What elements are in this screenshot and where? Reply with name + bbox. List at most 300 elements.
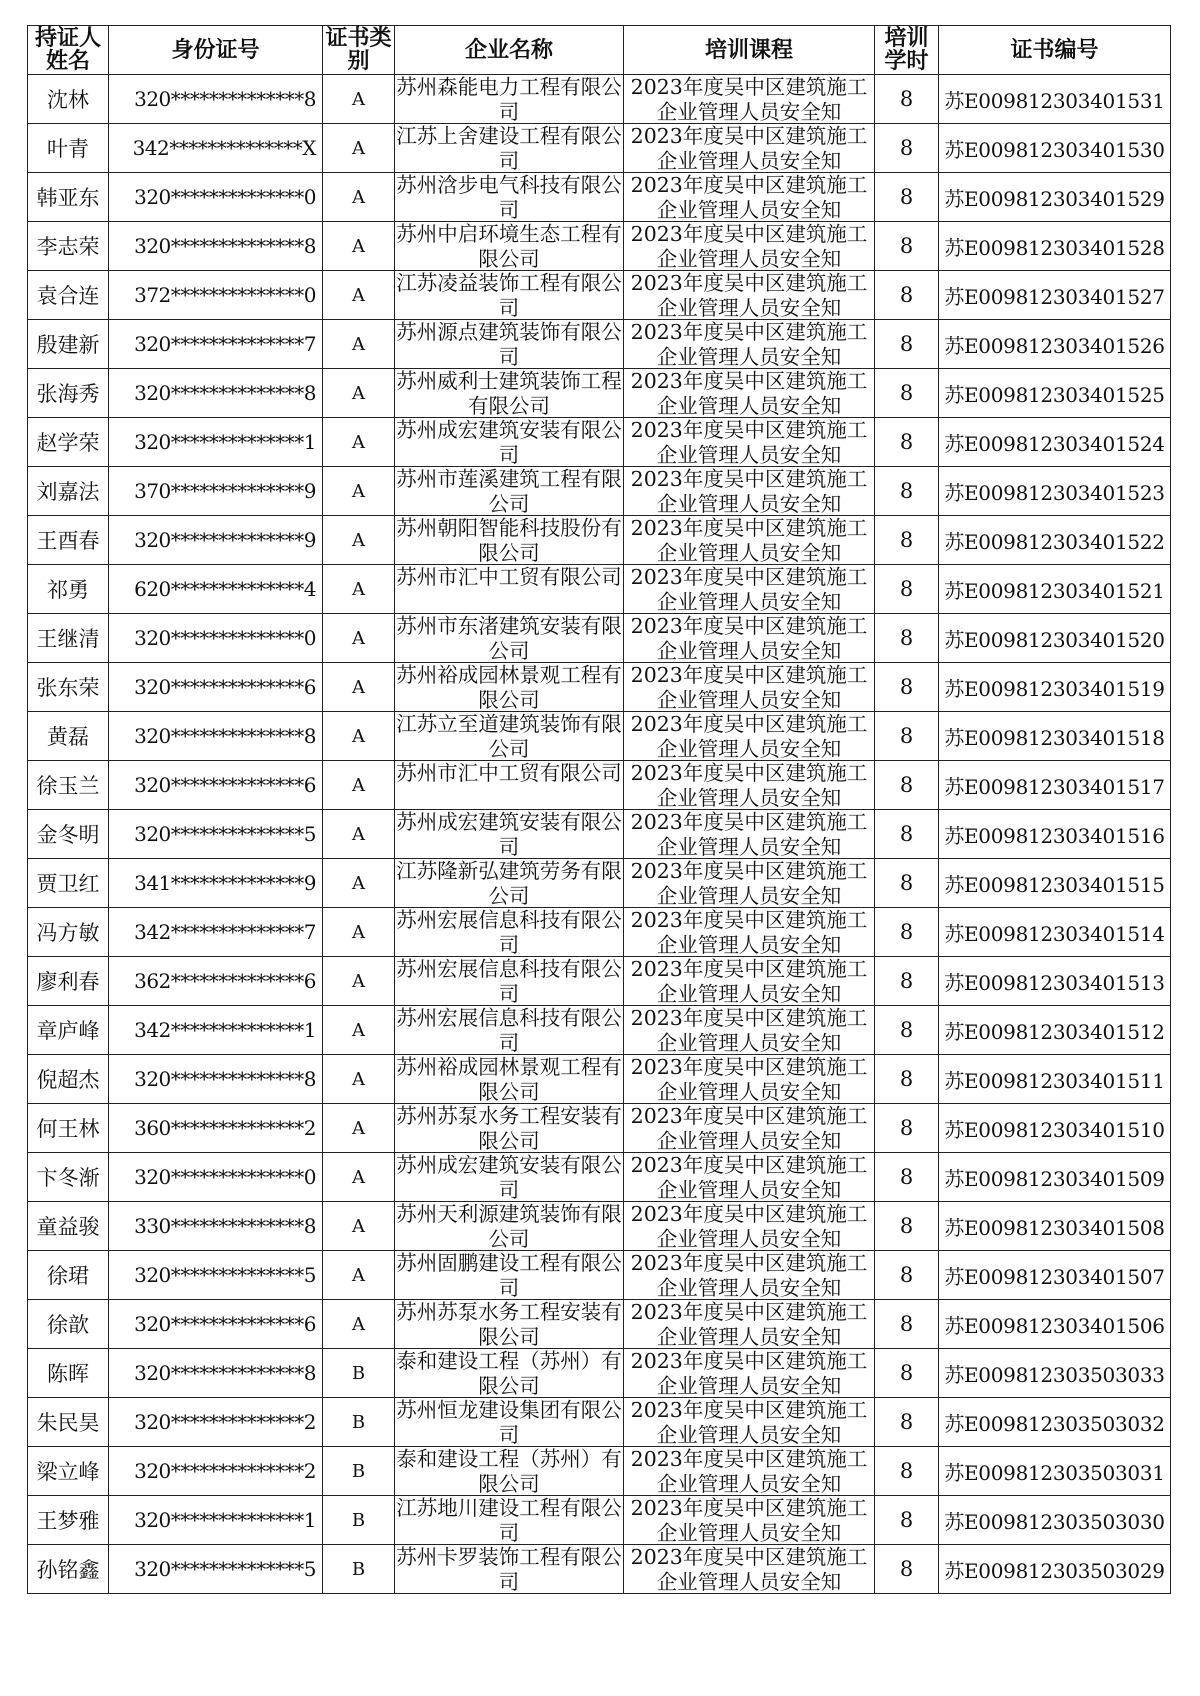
course-cell: 2023年度吴中区建筑施工企业管理人员安全知 [630,222,868,270]
certificate-table-page [27,25,1170,1594]
cert-number-cell: 苏E009812303401523 [939,467,1171,516]
company-cell: 苏州成宏建筑安装有限公司 [396,418,622,466]
id-number-cell: 320**************0 [109,614,323,663]
course-cell: 2023年度吴中区建筑施工企业管理人员安全知 [630,173,868,221]
cert-number-cell: 苏E009812303401521 [939,565,1171,614]
cert-number-cell: 苏E009812303401513 [939,957,1171,1006]
course-cell: 2023年度吴中区建筑施工企业管理人员安全知 [630,761,868,809]
company-cell: 江苏隆新弘建筑劳务有限公司 [396,859,622,907]
company-cell-wrap [395,369,624,418]
company-cell: 苏州宏展信息科技有限公司 [396,957,622,1005]
cert-type-cell: B [323,1447,395,1496]
cert-type-cell: A [323,320,395,369]
hours-cell: 8 [875,1545,939,1594]
course-cell: 2023年度吴中区建筑施工企业管理人员安全知 [630,1545,868,1593]
course-cell-wrap [624,271,875,320]
course-cell: 2023年度吴中区建筑施工企业管理人员安全知 [630,516,868,564]
course-cell-wrap [624,467,875,516]
holder-name-cell: 李志荣 [28,222,109,271]
cert-type-cell: A [323,1006,395,1055]
course-cell: 2023年度吴中区建筑施工企业管理人员安全知 [630,565,868,613]
header-company: 企业名称 [395,26,624,75]
holder-name-cell: 张海秀 [28,369,109,418]
course-cell: 2023年度吴中区建筑施工企业管理人员安全知 [630,75,868,123]
cert-number-cell: 苏E009812303503032 [939,1398,1171,1447]
cert-number-cell: 苏E009812303401506 [939,1300,1171,1349]
holder-name-cell: 王梦雅 [28,1496,109,1545]
company-cell: 苏州宏展信息科技有限公司 [396,1006,622,1054]
cert-type-cell: A [323,810,395,859]
hours-cell: 8 [875,1349,939,1398]
cert-number-cell: 苏E009812303401517 [939,761,1171,810]
cert-number-cell: 苏E009812303401526 [939,320,1171,369]
holder-name-cell: 祁勇 [28,565,109,614]
cert-type-cell: A [323,173,395,222]
holder-name-cell: 孙铭鑫 [28,1545,109,1594]
holder-name-cell: 徐珺 [28,1251,109,1300]
cert-number-cell: 苏E009812303401528 [939,222,1171,271]
id-number-cell: 341**************9 [109,859,323,908]
holder-name-cell: 徐歆 [28,1300,109,1349]
table-row [28,124,1171,173]
course-cell-wrap [624,663,875,712]
table-row [28,1300,1171,1349]
table-body [28,75,1171,1594]
company-cell: 苏州朝阳智能科技股份有限公司 [396,516,622,564]
table-row [28,663,1171,712]
company-cell-wrap [395,1300,624,1349]
cert-type-cell: A [323,222,395,271]
hours-cell: 8 [875,957,939,1006]
cert-number-cell: 苏E009812303401508 [939,1202,1171,1251]
cert-type-cell: A [323,1055,395,1104]
id-number-cell: 320**************0 [109,173,323,222]
table-row [28,369,1171,418]
company-cell: 江苏上舍建设工程有限公司 [396,124,622,172]
table-row [28,1398,1171,1447]
cert-number-cell: 苏E009812303401527 [939,271,1171,320]
table-row [28,1055,1171,1104]
company-cell-wrap [395,1104,624,1153]
cert-type-cell: A [323,516,395,565]
table-row [28,1447,1171,1496]
cert-number-cell: 苏E009812303401512 [939,1006,1171,1055]
id-number-cell: 342**************1 [109,1006,323,1055]
course-cell-wrap [624,1251,875,1300]
company-cell-wrap [395,467,624,516]
cert-type-cell: A [323,369,395,418]
id-number-cell: 320**************6 [109,761,323,810]
id-number-cell: 342**************X [109,124,323,173]
company-cell-wrap [395,614,624,663]
company-cell-wrap [395,75,624,124]
table-row [28,222,1171,271]
cert-number-cell: 苏E009812303503031 [939,1447,1171,1496]
company-cell: 苏州恒龙建设集团有限公司 [396,1398,622,1446]
table-row [28,859,1171,908]
hours-cell: 8 [875,1398,939,1447]
holder-name-cell: 王继清 [28,614,109,663]
holder-name-cell: 殷建新 [28,320,109,369]
company-cell: 苏州浛步电气科技有限公司 [396,173,622,221]
hours-cell: 8 [875,565,939,614]
company-cell: 苏州卡罗装饰工程有限公司 [396,1545,622,1593]
table-row [28,75,1171,124]
company-cell: 苏州森能电力工程有限公司 [396,75,622,123]
course-cell-wrap [624,1398,875,1447]
id-number-cell: 320**************2 [109,1398,323,1447]
id-number-cell: 320**************6 [109,663,323,712]
course-cell: 2023年度吴中区建筑施工企业管理人员安全知 [630,271,868,319]
hours-cell: 8 [875,712,939,761]
hours-cell: 8 [875,173,939,222]
company-cell: 苏州固鹏建设工程有限公司 [396,1251,622,1299]
hours-cell: 8 [875,761,939,810]
id-number-cell: 320**************1 [109,1496,323,1545]
hours-cell: 8 [875,1153,939,1202]
cert-type-cell: A [323,1202,395,1251]
table-row [28,418,1171,467]
cert-type-cell: A [323,957,395,1006]
cert-type-cell: B [323,1496,395,1545]
holder-name-cell: 赵学荣 [28,418,109,467]
course-cell-wrap [624,957,875,1006]
id-number-cell: 320**************8 [109,1055,323,1104]
company-cell: 苏州市汇中工贸有限公司 [396,761,622,785]
company-cell-wrap [395,712,624,761]
company-cell-wrap [395,320,624,369]
company-cell: 苏州苏泵水务工程安装有限公司 [396,1300,622,1348]
cert-number-cell: 苏E009812303401510 [939,1104,1171,1153]
course-cell-wrap [624,222,875,271]
company-cell: 泰和建设工程（苏州）有限公司 [396,1349,622,1397]
course-cell: 2023年度吴中区建筑施工企业管理人员安全知 [630,1496,868,1544]
cert-type-cell: B [323,1349,395,1398]
id-number-cell: 320**************8 [109,1349,323,1398]
company-cell-wrap [395,1447,624,1496]
cert-number-cell: 苏E009812303401507 [939,1251,1171,1300]
cert-number-cell: 苏E009812303503030 [939,1496,1171,1545]
course-cell-wrap [624,614,875,663]
course-cell-wrap [624,1349,875,1398]
cert-type-cell: A [323,1104,395,1153]
id-number-cell: 320**************7 [109,320,323,369]
company-cell: 苏州成宏建筑安装有限公司 [396,1153,622,1201]
course-cell-wrap [624,565,875,614]
hours-cell: 8 [875,1104,939,1153]
course-cell-wrap [624,1496,875,1545]
course-cell: 2023年度吴中区建筑施工企业管理人员安全知 [630,1447,868,1495]
cert-number-cell: 苏E009812303401511 [939,1055,1171,1104]
course-cell-wrap [624,124,875,173]
course-cell-wrap [624,810,875,859]
id-number-cell: 320**************8 [109,369,323,418]
hours-cell: 8 [875,222,939,271]
id-number-cell: 320**************6 [109,1300,323,1349]
company-cell: 苏州成宏建筑安装有限公司 [396,810,622,858]
cert-type-cell: A [323,418,395,467]
id-number-cell: 320**************5 [109,810,323,859]
id-number-cell: 320**************2 [109,1447,323,1496]
hours-cell: 8 [875,418,939,467]
company-cell-wrap [395,418,624,467]
id-number-cell: 372**************0 [109,271,323,320]
table-row [28,761,1171,810]
holder-name-cell: 金冬明 [28,810,109,859]
header-id-number: 身份证号 [109,26,323,75]
company-cell: 苏州市汇中工贸有限公司 [396,565,622,589]
company-cell-wrap [395,173,624,222]
holder-name-cell: 廖利春 [28,957,109,1006]
company-cell-wrap [395,761,624,810]
course-cell: 2023年度吴中区建筑施工企业管理人员安全知 [630,908,868,956]
table-row [28,1251,1171,1300]
holder-name-cell: 袁合连 [28,271,109,320]
company-cell-wrap [395,908,624,957]
table-row [28,565,1171,614]
id-number-cell: 320**************8 [109,712,323,761]
course-cell: 2023年度吴中区建筑施工企业管理人员安全知 [630,712,868,760]
cert-number-cell: 苏E009812303401519 [939,663,1171,712]
holder-name-cell: 何王林 [28,1104,109,1153]
id-number-cell: 370**************9 [109,467,323,516]
cert-number-cell: 苏E009812303401509 [939,1153,1171,1202]
hours-cell: 8 [875,1300,939,1349]
company-cell-wrap [395,1202,624,1251]
holder-name-cell: 陈晖 [28,1349,109,1398]
hours-cell: 8 [875,320,939,369]
table-row [28,516,1171,565]
company-cell-wrap [395,1055,624,1104]
course-cell: 2023年度吴中区建筑施工企业管理人员安全知 [630,1349,868,1397]
holder-name-cell: 徐玉兰 [28,761,109,810]
cert-number-cell: 苏E009812303401514 [939,908,1171,957]
hours-cell: 8 [875,1055,939,1104]
course-cell: 2023年度吴中区建筑施工企业管理人员安全知 [630,1006,868,1054]
course-cell-wrap [624,320,875,369]
cert-type-cell: A [323,1300,395,1349]
table-row [28,467,1171,516]
cert-type-cell: A [323,271,395,320]
cert-type-cell: A [323,614,395,663]
holder-name-cell: 倪超杰 [28,1055,109,1104]
company-cell: 苏州源点建筑装饰有限公司 [396,320,622,368]
company-cell: 江苏凌益装饰工程有限公司 [396,271,622,319]
table-row [28,614,1171,663]
header-cert-type: 证书类别 [323,26,395,75]
cert-number-cell: 苏E009812303401516 [939,810,1171,859]
certificate-table [27,25,1171,1594]
course-cell-wrap [624,1202,875,1251]
company-cell-wrap [395,1349,624,1398]
hours-cell: 8 [875,1006,939,1055]
company-cell-wrap [395,1153,624,1202]
company-cell-wrap [395,859,624,908]
hours-cell: 8 [875,124,939,173]
company-cell: 苏州宏展信息科技有限公司 [396,908,622,956]
cert-type-cell: A [323,712,395,761]
table-row [28,1349,1171,1398]
course-cell-wrap [624,1447,875,1496]
company-cell-wrap [395,810,624,859]
hours-cell: 8 [875,516,939,565]
holder-name-cell: 沈林 [28,75,109,124]
hours-cell: 8 [875,1202,939,1251]
cert-number-cell: 苏E009812303503033 [939,1349,1171,1398]
company-cell-wrap [395,957,624,1006]
cert-type-cell: A [323,859,395,908]
course-cell: 2023年度吴中区建筑施工企业管理人员安全知 [630,1202,868,1250]
table-row [28,271,1171,320]
cert-type-cell: A [323,908,395,957]
course-cell: 2023年度吴中区建筑施工企业管理人员安全知 [630,859,868,907]
hours-cell: 8 [875,1447,939,1496]
id-number-cell: 360**************2 [109,1104,323,1153]
holder-name-cell: 梁立峰 [28,1447,109,1496]
id-number-cell: 320**************8 [109,75,323,124]
id-number-cell: 320**************5 [109,1251,323,1300]
id-number-cell: 320**************0 [109,1153,323,1202]
company-cell-wrap [395,516,624,565]
hours-cell: 8 [875,908,939,957]
holder-name-cell: 刘嘉法 [28,467,109,516]
course-cell: 2023年度吴中区建筑施工企业管理人员安全知 [630,369,868,417]
company-cell-wrap [395,565,624,614]
cert-type-cell: A [323,124,395,173]
table-header-row [28,26,1171,75]
cert-type-cell: A [323,1251,395,1300]
id-number-cell: 320**************9 [109,516,323,565]
header-holder-name: 持证人姓名 [28,26,109,75]
id-number-cell: 320**************5 [109,1545,323,1594]
course-cell: 2023年度吴中区建筑施工企业管理人员安全知 [630,1055,868,1103]
course-cell: 2023年度吴中区建筑施工企业管理人员安全知 [630,663,868,711]
company-cell-wrap [395,124,624,173]
table-row [28,173,1171,222]
course-cell-wrap [624,712,875,761]
id-number-cell: 330**************8 [109,1202,323,1251]
table-row [28,1153,1171,1202]
hours-cell: 8 [875,859,939,908]
course-cell: 2023年度吴中区建筑施工企业管理人员安全知 [630,467,868,515]
company-cell: 苏州市东渚建筑安装有限公司 [396,614,622,662]
course-cell-wrap [624,418,875,467]
cert-number-cell: 苏E009812303401515 [939,859,1171,908]
hours-cell: 8 [875,271,939,320]
course-cell-wrap [624,369,875,418]
company-cell: 苏州苏泵水务工程安装有限公司 [396,1104,622,1152]
id-number-cell: 362**************6 [109,957,323,1006]
company-cell-wrap [395,222,624,271]
company-cell: 泰和建设工程（苏州）有限公司 [396,1447,622,1495]
cert-type-cell: A [323,565,395,614]
table-row [28,1104,1171,1153]
course-cell: 2023年度吴中区建筑施工企业管理人员安全知 [630,320,868,368]
course-cell-wrap [624,1104,875,1153]
course-cell-wrap [624,516,875,565]
header-hours: 培训学时 [875,26,939,75]
company-cell: 苏州裕成园林景观工程有限公司 [396,1055,622,1103]
cert-number-cell: 苏E009812303401530 [939,124,1171,173]
course-cell: 2023年度吴中区建筑施工企业管理人员安全知 [630,1104,868,1152]
cert-type-cell: A [323,467,395,516]
table-row [28,1496,1171,1545]
id-number-cell: 620**************4 [109,565,323,614]
holder-name-cell: 贾卫红 [28,859,109,908]
course-cell-wrap [624,761,875,810]
holder-name-cell: 卞冬渐 [28,1153,109,1202]
hours-cell: 8 [875,614,939,663]
cert-number-cell: 苏E009812303401525 [939,369,1171,418]
company-cell-wrap [395,663,624,712]
company-cell: 苏州裕成园林景观工程有限公司 [396,663,622,711]
course-cell-wrap [624,859,875,908]
hours-cell: 8 [875,75,939,124]
table-row [28,712,1171,761]
table-row [28,1545,1171,1594]
course-cell: 2023年度吴中区建筑施工企业管理人员安全知 [630,1300,868,1348]
course-cell-wrap [624,173,875,222]
course-cell: 2023年度吴中区建筑施工企业管理人员安全知 [630,418,868,466]
company-cell: 苏州天利源建筑装饰有限公司 [396,1202,622,1250]
course-cell-wrap [624,908,875,957]
holder-name-cell: 黄磊 [28,712,109,761]
course-cell-wrap [624,75,875,124]
hours-cell: 8 [875,663,939,712]
course-cell-wrap [624,1545,875,1594]
company-cell: 江苏地川建设工程有限公司 [396,1496,622,1544]
company-cell-wrap [395,1006,624,1055]
company-cell: 江苏立至道建筑装饰有限公司 [396,712,622,760]
id-number-cell: 342**************7 [109,908,323,957]
cert-type-cell: B [323,1545,395,1594]
cert-number-cell: 苏E009812303401522 [939,516,1171,565]
cert-number-cell: 苏E009812303503029 [939,1545,1171,1594]
hours-cell: 8 [875,369,939,418]
course-cell: 2023年度吴中区建筑施工企业管理人员安全知 [630,124,868,172]
holder-name-cell: 章庐峰 [28,1006,109,1055]
course-cell-wrap [624,1153,875,1202]
header-course: 培训课程 [624,26,875,75]
company-cell: 苏州威利士建筑装饰工程有限公司 [396,369,622,417]
holder-name-cell: 童益骏 [28,1202,109,1251]
holder-name-cell: 冯方敏 [28,908,109,957]
id-number-cell: 320**************1 [109,418,323,467]
company-cell: 苏州市莲溪建筑工程有限公司 [396,467,622,515]
hours-cell: 8 [875,467,939,516]
cert-number-cell: 苏E009812303401529 [939,173,1171,222]
company-cell-wrap [395,1496,624,1545]
course-cell: 2023年度吴中区建筑施工企业管理人员安全知 [630,810,868,858]
hours-cell: 8 [875,810,939,859]
hours-cell: 8 [875,1496,939,1545]
course-cell: 2023年度吴中区建筑施工企业管理人员安全知 [630,957,868,1005]
holder-name-cell: 朱民昊 [28,1398,109,1447]
company-cell-wrap [395,271,624,320]
cert-number-cell: 苏E009812303401531 [939,75,1171,124]
course-cell: 2023年度吴中区建筑施工企业管理人员安全知 [630,1153,868,1201]
table-row [28,1006,1171,1055]
holder-name-cell: 韩亚东 [28,173,109,222]
cert-type-cell: A [323,75,395,124]
id-number-cell: 320**************8 [109,222,323,271]
cert-number-cell: 苏E009812303401520 [939,614,1171,663]
course-cell: 2023年度吴中区建筑施工企业管理人员安全知 [630,614,868,662]
company-cell-wrap [395,1251,624,1300]
course-cell: 2023年度吴中区建筑施工企业管理人员安全知 [630,1398,868,1446]
table-row [28,908,1171,957]
cert-number-cell: 苏E009812303401524 [939,418,1171,467]
